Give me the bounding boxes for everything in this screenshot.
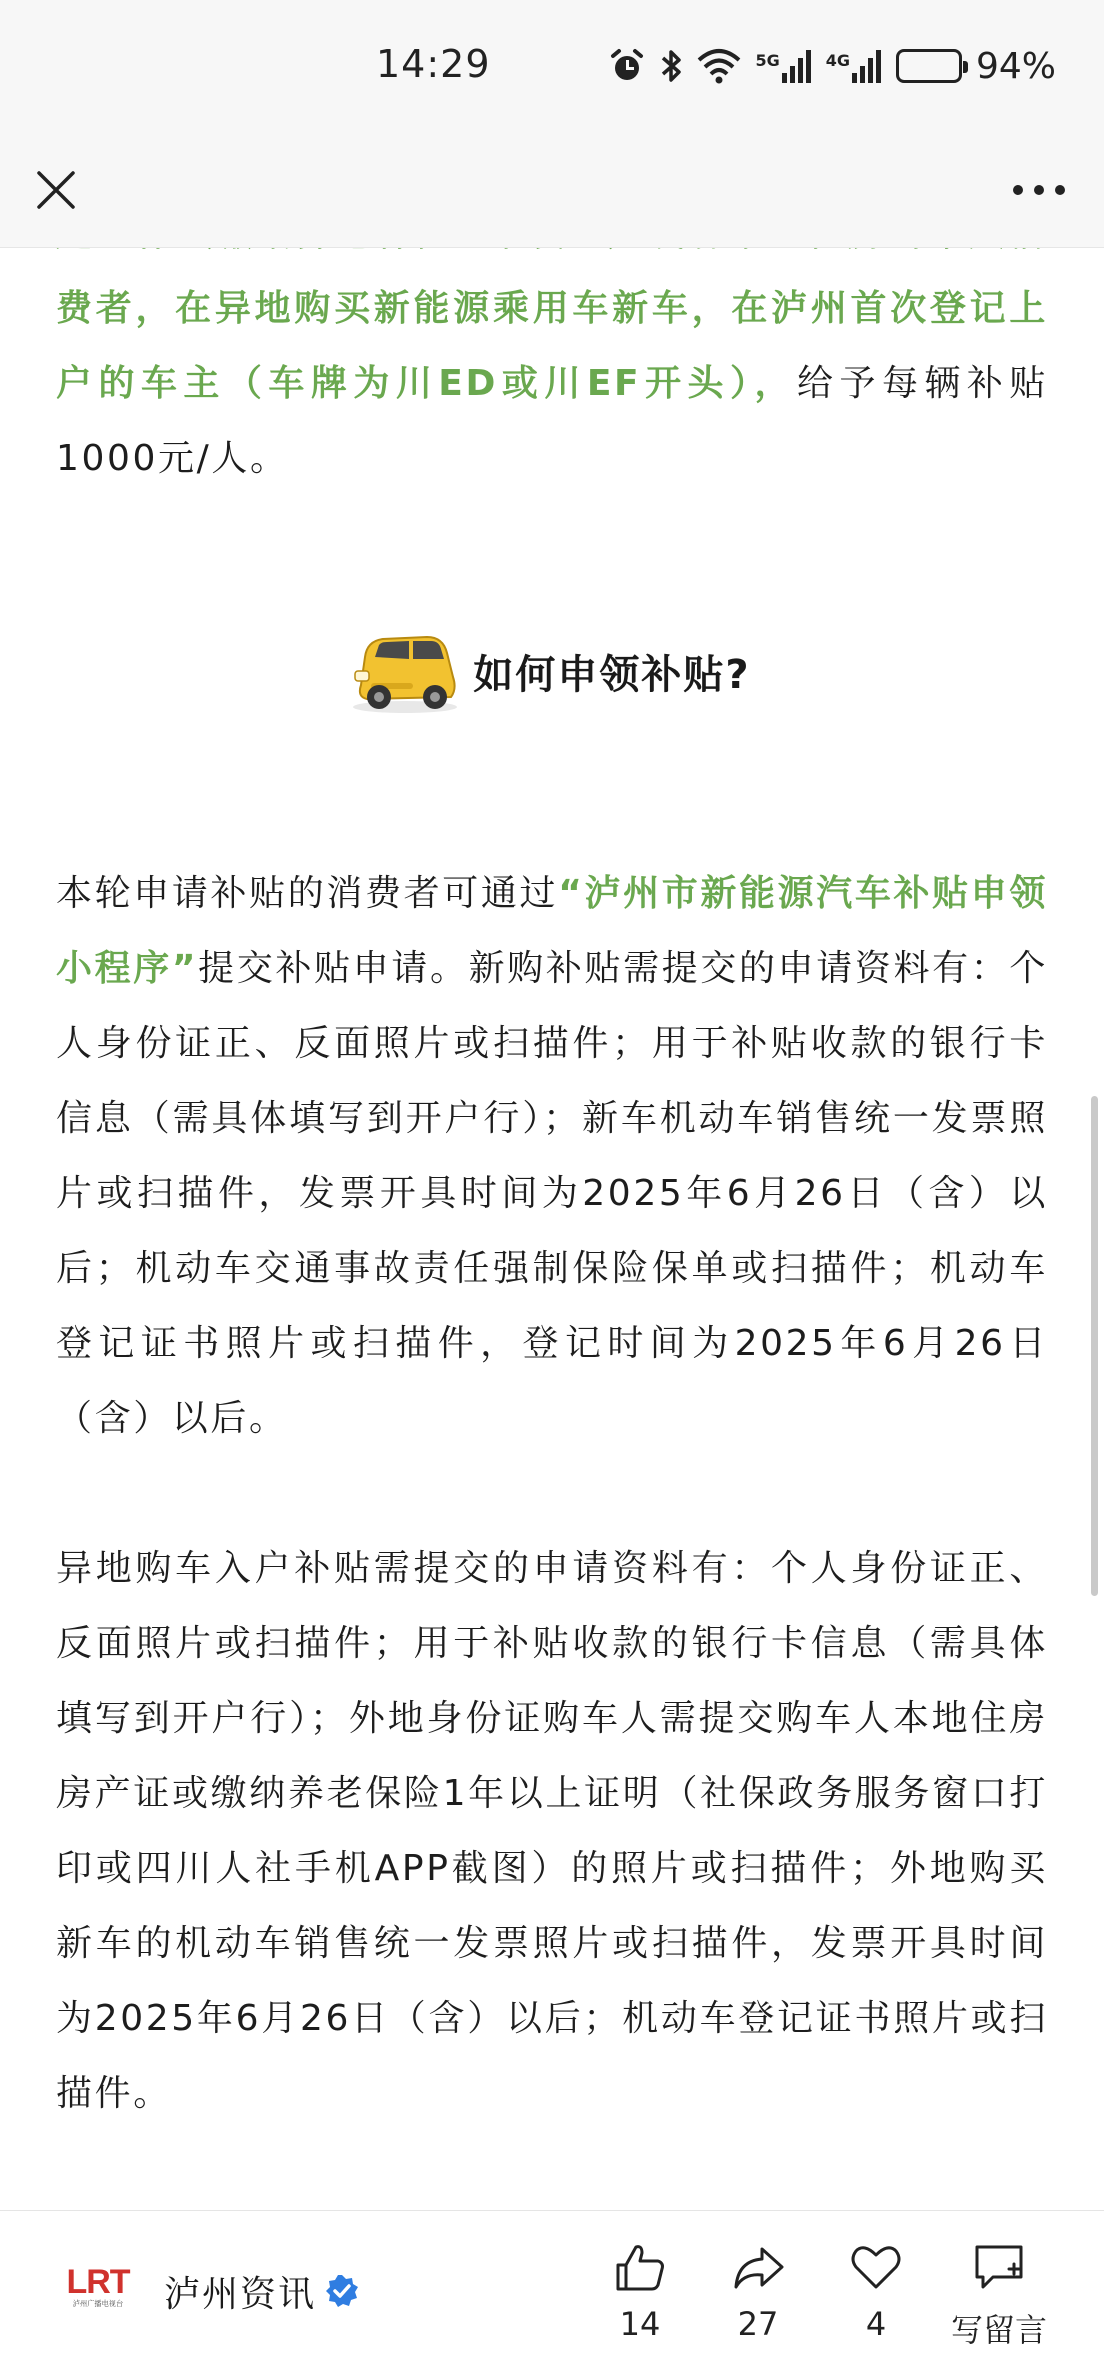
section-title: 如何申领补贴? bbox=[467, 643, 756, 700]
scrollbar[interactable] bbox=[1091, 1096, 1098, 1596]
favorite-button[interactable] bbox=[826, 2239, 926, 2343]
like-count: 14 bbox=[619, 2305, 661, 2343]
signal-5g-icon bbox=[755, 49, 811, 83]
battery-percent: 94% bbox=[975, 45, 1056, 87]
share-arrow-icon bbox=[730, 2239, 786, 2295]
comment-icon bbox=[971, 2239, 1027, 2295]
bluetooth-icon bbox=[659, 48, 683, 84]
write-comment-button[interactable] bbox=[944, 2239, 1054, 2351]
status-time: 14:29 bbox=[376, 42, 491, 86]
paragraph-1-rest: 给予每辆补贴1000元/人。 bbox=[56, 363, 1048, 479]
paragraph-2-body: 提交补贴申请。新购补贴需提交的申请资料有：个人身份证正、反面照片或扫描件；用于补贴收款的银行卡信息（需具体填写到开户行）；新车机动车销售统一发票照片或扫描件，发票开具时间为2025年6月26日（含）以后；机动车交通事故责任强制保险保单或扫描件；机动车登记证书照片或扫描件，登记时间为2025年6月26日（含）以后。 bbox=[56, 948, 1049, 1439]
mini-program-name: “泸州市新能源汽车补贴申领小程序” bbox=[56, 873, 1048, 989]
more-icon bbox=[1011, 183, 1067, 197]
comment-label: 写留言 bbox=[950, 2311, 1047, 2349]
close-icon bbox=[36, 170, 76, 210]
heart-icon bbox=[848, 2239, 904, 2295]
like-button[interactable] bbox=[590, 2239, 690, 2343]
bottom-bar bbox=[0, 2210, 1104, 2376]
article-paragraph-2 bbox=[56, 856, 1048, 1456]
account-logo: LRT 泸州广播电视台 bbox=[66, 2263, 130, 2308]
thumbs-up-icon bbox=[612, 2239, 668, 2295]
article-paragraph-3: 异地购车入户补贴需提交的申请资料有：个人身份证正、反面照片或扫描件；用于补贴收款的银行卡信息（需具体填写到开户行）；外地身份证购车人需提交购车人本地住房房产证或缴纳养老保险1年以上证明（社保政务服务窗口打印或四川人社手机APP截图）的照片或扫描件；外地购买新车的机动车销售统一发票照片或扫描件，发票开具时间为2025年6月26日（含）以后；机动车登记证书照片或扫描件。 bbox=[56, 1548, 1048, 2114]
net-label-5g: 5G bbox=[755, 51, 780, 70]
share-button[interactable] bbox=[708, 2239, 808, 2343]
share-count: 27 bbox=[737, 2305, 779, 2343]
status-icons bbox=[609, 44, 1056, 88]
article-content bbox=[56, 248, 1048, 2208]
car-icon bbox=[347, 627, 463, 715]
close-button[interactable] bbox=[30, 164, 82, 216]
net-label-4g: 4G bbox=[825, 51, 850, 70]
verified-badge-icon bbox=[324, 2273, 360, 2309]
battery-icon bbox=[896, 49, 962, 83]
alarm-icon bbox=[609, 48, 645, 84]
highlight-text-1: 费者，在异地购买新能源乘用车新车，在泸州首次登记上户的车主（车牌为川ED或川EF开头）， bbox=[56, 288, 1048, 404]
more-button[interactable] bbox=[1004, 164, 1074, 216]
paragraph-2-lead: 本轮申请补贴的消费者可通过 bbox=[56, 873, 559, 914]
wifi-icon bbox=[697, 48, 741, 84]
nav-bar bbox=[0, 134, 1104, 248]
signal-4g-icon bbox=[826, 49, 882, 83]
status-bar bbox=[0, 0, 1104, 134]
favorite-count: 4 bbox=[865, 2305, 887, 2343]
account-name: 泸州资讯 bbox=[164, 2273, 317, 2315]
section-heading bbox=[56, 626, 1048, 716]
account-info[interactable] bbox=[62, 2265, 360, 2317]
